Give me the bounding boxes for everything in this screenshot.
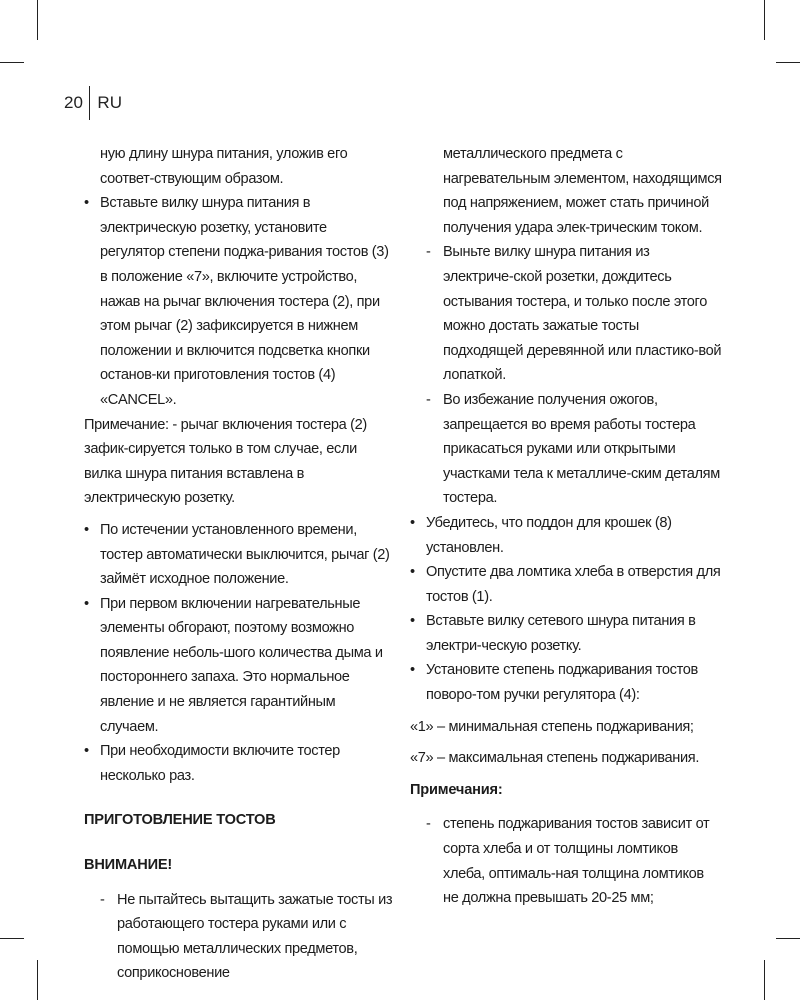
- bullet-marker: •: [84, 595, 89, 612]
- bullet-marker: •: [410, 514, 415, 531]
- list-item-text: При необходимости включите тостер несколько раз.: [100, 743, 340, 784]
- list-item: [84, 191, 394, 412]
- level-max-text: «7» – максимальная степень поджаривания.: [410, 750, 700, 767]
- list-item: [84, 739, 394, 788]
- list-item: [84, 518, 394, 592]
- bullet-marker: •: [84, 195, 89, 212]
- list-item: [410, 812, 722, 910]
- list-item: [410, 560, 722, 609]
- continued-text: ную длину шнура питания, уложив его соответ-ствующим образом.: [100, 146, 348, 187]
- crop-mark-top-left: [37, 0, 38, 40]
- list-item-text: Убедитесь, что поддон для крошек (8) установлен.: [426, 514, 672, 556]
- level-min-text: «1» – минимальная степень поджаривания;: [410, 718, 694, 735]
- continued-text: металлического предмета с нагревательным элементом, находящимся под напряжением, может стать причиной получения удара элек-трическим током.: [443, 146, 722, 236]
- list-item-text: Во избежание получения ожогов, запрещается во время работы тостера прикасаться руками или открытыми участками тела к металличе-ским деталям тостера.: [443, 391, 720, 507]
- crop-mark-bottom-right: [764, 960, 765, 1000]
- warning-heading: ВНИМАНИЕ!: [84, 857, 173, 874]
- list-item: [84, 592, 394, 740]
- list-item-text: Вставьте вилку сетевого шнура питания в электри-ческую розетку.: [426, 613, 696, 654]
- list-item: [410, 609, 722, 658]
- dash-marker: -: [426, 816, 431, 833]
- crop-mark-top-left-h: [0, 62, 24, 63]
- list-item-text: Выньте вилку шнура питания из электриче-ской розетки, дождитесь остывания тостера, и только после этого можно достать зажатые тосты подходящей деревянной или пластико-вой лопаткой.: [443, 244, 722, 384]
- list-item-text: Опустите два ломтика хлеба в отверстия для тостов (1).: [426, 564, 721, 605]
- list-item-text: степень поджаривания тостов зависит от сорта хлеба и от толщины ломтиков хлеба, оптималь-ная толщина ломтиков не должна превышать 20-25 мм;: [443, 816, 710, 907]
- list-item-text: Не пытайтесь вытащить зажатые тосты из работающего тостера руками или с помощью металлических предметов, соприкосновение: [117, 891, 393, 982]
- page-header: [64, 88, 122, 118]
- list-item-text: По истечении установленного времени, тостер автоматически выключится, рычаг (2) займёт исходное положение.: [100, 521, 390, 588]
- notes-heading: Примечания:: [410, 781, 503, 798]
- bullet-marker: •: [410, 662, 415, 679]
- crop-mark-top-right-h: [776, 62, 800, 63]
- section-heading: ПРИГОТОВЛЕНИЕ ТОСТОВ: [84, 812, 276, 829]
- list-item: [410, 388, 722, 511]
- dash-marker: -: [426, 244, 431, 261]
- left-column: [84, 142, 394, 986]
- bullet-marker: •: [410, 613, 415, 630]
- crop-mark-bottom-left: [37, 960, 38, 1000]
- list-item: [410, 240, 722, 388]
- header-divider: [89, 86, 91, 120]
- bullet-marker: •: [84, 521, 89, 538]
- list-item-text: Установите степень поджаривания тостов поворо-том ручки регулятора (4):: [426, 662, 698, 704]
- right-column: [410, 142, 722, 911]
- language-label: RU: [97, 93, 122, 112]
- note-paragraph: Примечание: - рычаг включения тостера (2) зафик-сируется только в том случае, если вилка шнура питания вставлена в электрическую розетку.: [84, 416, 367, 507]
- list-item: [410, 658, 722, 707]
- list-item: [410, 511, 722, 560]
- dash-marker: -: [426, 391, 431, 408]
- list-item-text: При первом включении нагревательные элементы обгорают, поэтому возможно появление неболь-шого количества дыма и постороннего запаха. Это нормальное явление и не является гарантийным случаем.: [100, 595, 383, 735]
- bullet-marker: •: [84, 743, 89, 760]
- dash-marker: -: [100, 891, 105, 908]
- bullet-marker: •: [410, 564, 415, 581]
- list-item: [84, 888, 394, 986]
- page-number: 20: [64, 93, 83, 112]
- list-item-text: Вставьте вилку шнура питания в электрическую розетку, установите регулятор степени поджа-ривания тостов (3) в положение «7», включите устройство, нажав на рычаг включения тостера (2), при этом рычаг (2) зафиксируется в нижнем положении и включится подсветка кнопки останов-ки приготовления тостов (4) «CANCEL».: [100, 195, 389, 408]
- crop-mark-top-right: [764, 0, 765, 40]
- crop-mark-bottom-right-h: [776, 938, 800, 939]
- crop-mark-bottom-left-h: [0, 938, 24, 939]
